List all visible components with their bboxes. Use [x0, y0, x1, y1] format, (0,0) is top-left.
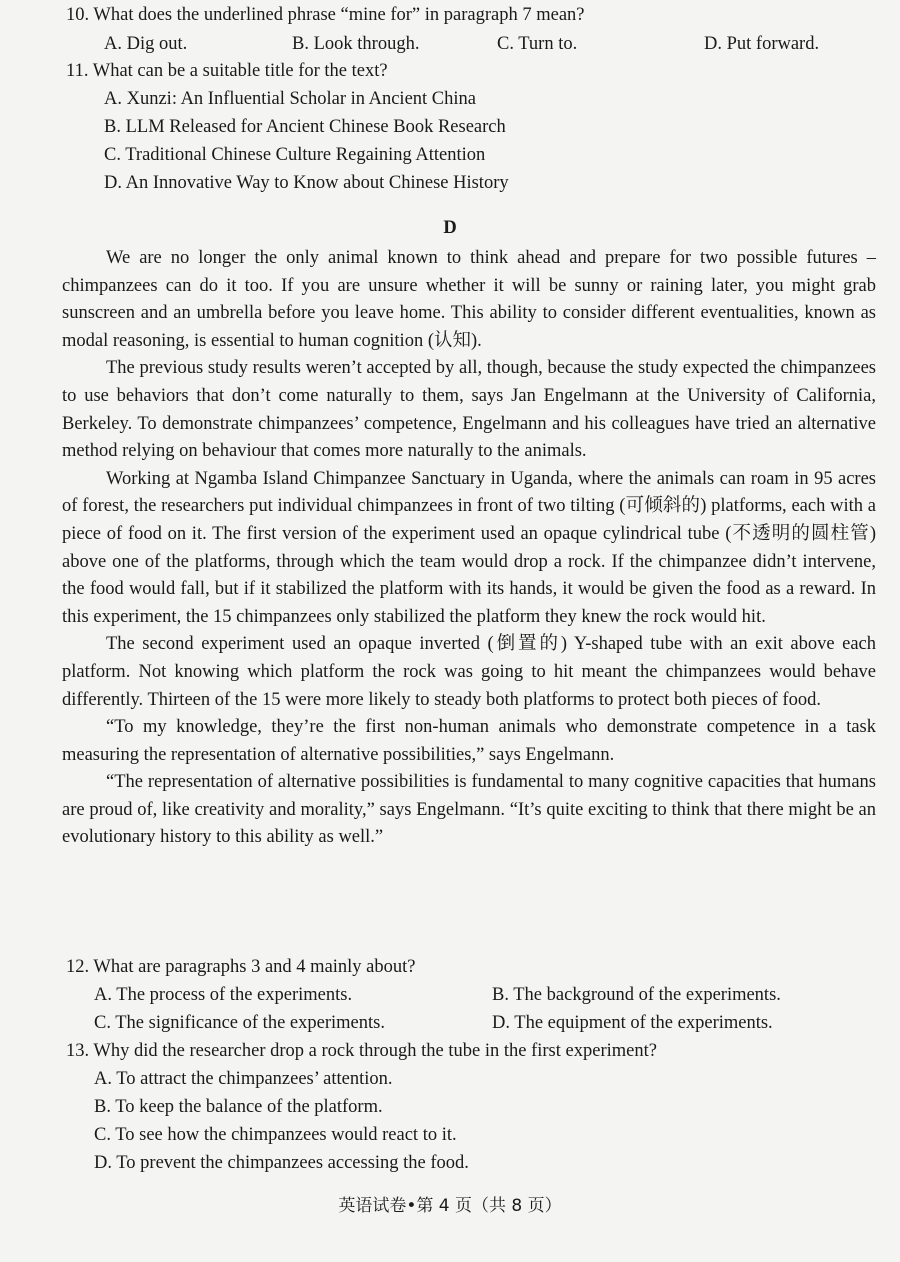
- question-12-stem: 12. What are paragraphs 3 and 4 mainly about?: [66, 957, 416, 977]
- question-10-stem: 10. What does the underlined phrase “mine for” in paragraph 7 mean?: [66, 5, 585, 25]
- question-11-stem: 11. What can be a suitable title for the text?: [66, 61, 388, 81]
- question-12-option-c: C. The significance of the experiments.: [94, 1013, 385, 1033]
- question-10-option-b: B. Look through.: [292, 34, 420, 54]
- question-11-option-d: D. An Innovative Way to Know about Chinese History: [104, 173, 509, 193]
- passage-paragraph-6: “The representation of alternative possibilities is fundamental to many cognitive capacities that humans are proud of, like creativity and morality,” says Engelmann. “It’s quite exciting to think that there might be an evolutionary history to this ability as well.”: [62, 772, 876, 848]
- question-11-option-b: B. LLM Released for Ancient Chinese Book Research: [104, 117, 506, 137]
- section-heading: D: [443, 218, 457, 238]
- passage-paragraph-4: The second experiment used an opaque inverted (倒置的) Y-shaped tube with an exit above each platform. Not knowing which platform the rock was going to hit meant the chimpanzees would behave differently. Thirteen of the 15 were more likely to steady both platforms to protect both pieces of food.: [62, 634, 876, 710]
- question-13-option-d: D. To prevent the chimpanzees accessing the food.: [94, 1153, 469, 1173]
- question-10-option-c: C. Turn to.: [497, 34, 578, 54]
- passage-paragraph-5: “To my knowledge, they’re the first non-human animals who demonstrate competence in a task measuring the representation of alternative possibilities,” says Engelmann.: [62, 717, 876, 765]
- question-10-option-d: D. Put forward.: [704, 34, 820, 54]
- passage: [62, 245, 876, 852]
- question-13-option-b: B. To keep the balance of the platform.: [94, 1097, 383, 1117]
- passage-paragraph-3: Working at Ngamba Island Chimpanzee Sanctuary in Uganda, where the animals can roam in 95 acres of forest, the researchers put individual chimpanzees in front of two tilting (可倾斜的) platforms, each with a piece of food on it. The first version of the experiment used an opaque cylindrical tube (不透明的圆柱管) above one of the platforms, through which the team would drop a rock. If the chimpanzee didn’t intervene, the food would fall, but if it stabilized the platform with its hands, it would be given the food as a reward. In this experiment, the 15 chimpanzees only stabilized the platform they knew the rock would hit.: [62, 468, 876, 627]
- page-footer: 英语试卷•第 4 页（共 8 页）: [338, 1196, 562, 1216]
- question-13-option-a: A. To attract the chimpanzees’ attention.: [94, 1069, 393, 1089]
- question-11-option-c: C. Traditional Chinese Culture Regaining Attention: [104, 145, 486, 165]
- question-10-option-a: A. Dig out.: [104, 34, 188, 54]
- question-13-option-c: C. To see how the chimpanzees would react to it.: [94, 1125, 457, 1145]
- question-13-stem: 13. Why did the researcher drop a rock through the tube in the first experiment?: [66, 1041, 657, 1061]
- question-12-option-b: B. The background of the experiments.: [492, 985, 781, 1005]
- question-12-option-d: D. The equipment of the experiments.: [492, 1013, 773, 1033]
- passage-paragraph-2: The previous study results weren’t accepted by all, though, because the study expected the chimpanzees to use behaviors that don’t come naturally to them, says Jan Engelmann at the University of California, Berkeley. To demonstrate chimpanzees’ competence, Engelmann and his colleagues have tried an alternative method relying on behaviour that comes more naturally to the animals.: [62, 358, 876, 462]
- passage-paragraph-1: We are no longer the only animal known to think ahead and prepare for two possible futures – chimpanzees can do it too. If you are unsure whether it will be sunny or raining later, you might grab sunscreen and an umbrella before you leave home. This ability to consider different eventualities, known as modal reasoning, is essential to human cognition (认知).: [62, 248, 876, 351]
- question-12-option-a: A. The process of the experiments.: [94, 985, 353, 1005]
- question-11-option-a: A. Xunzi: An Influential Scholar in Ancient China: [104, 89, 476, 109]
